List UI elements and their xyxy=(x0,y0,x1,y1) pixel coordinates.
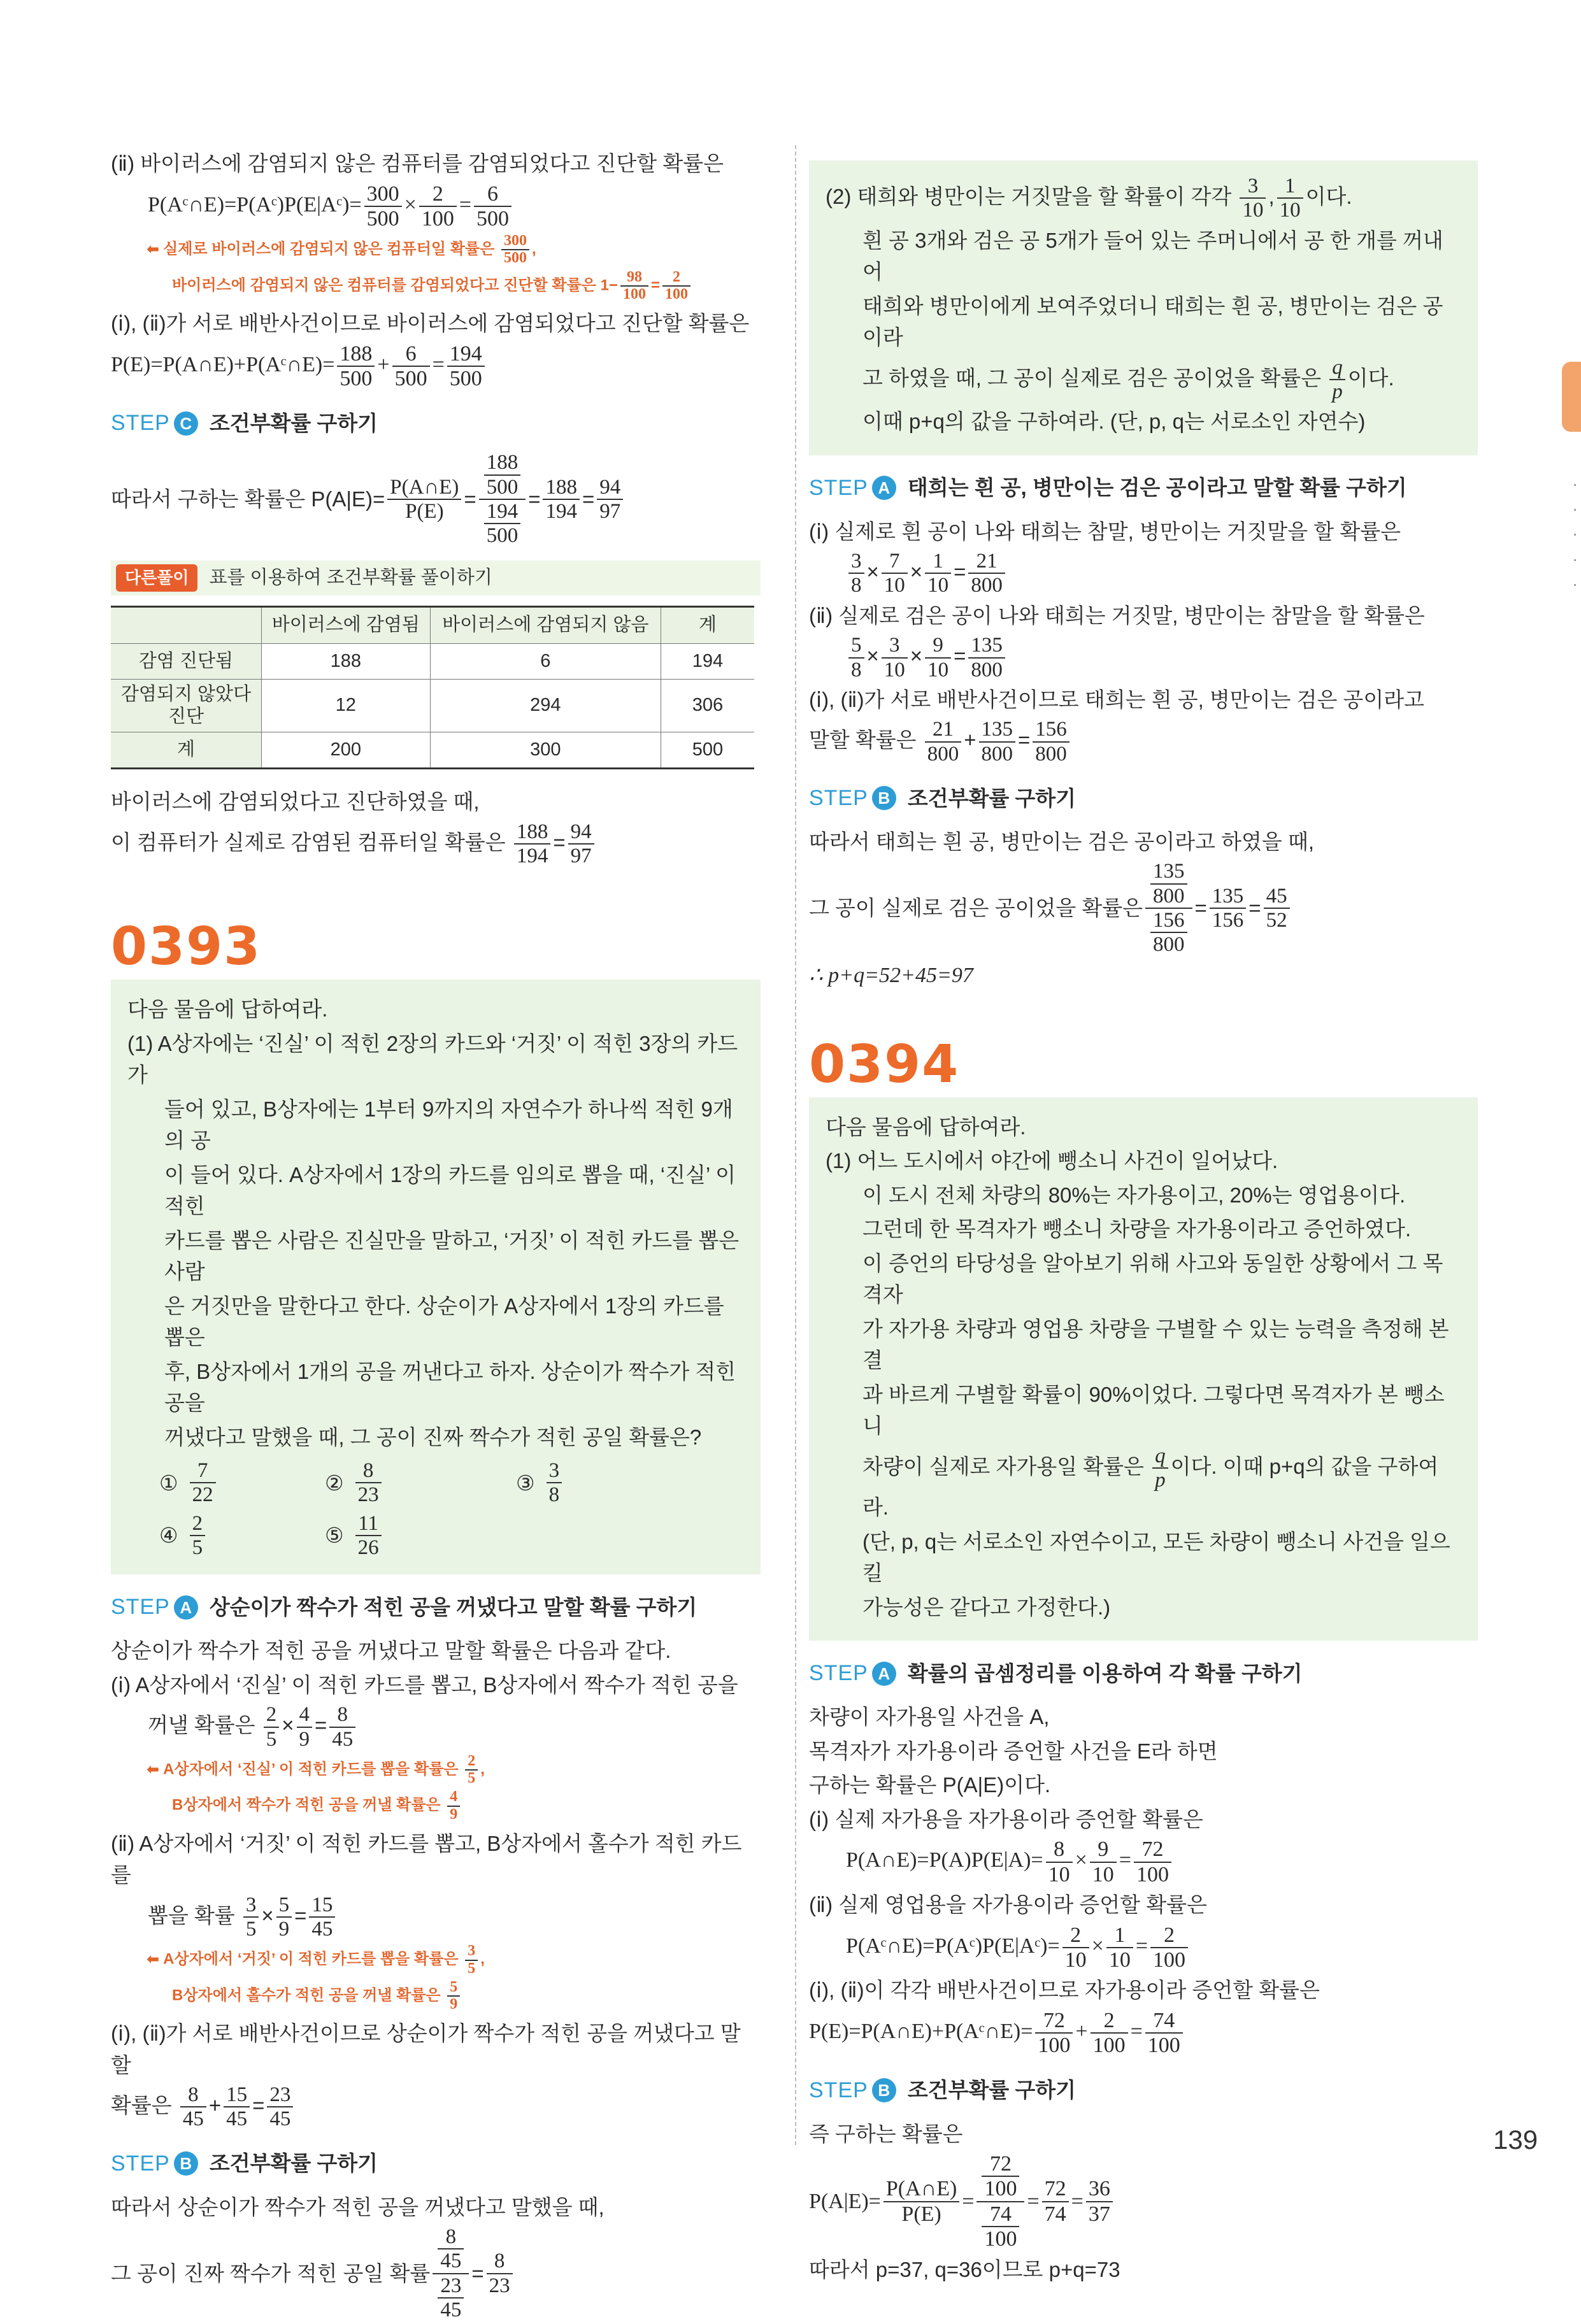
problem-0393-box xyxy=(111,980,761,1574)
choice-4[interactable]: ④ $\frac{2}{5}$ xyxy=(159,1512,325,1560)
result-line: 따라서 p=37, q=36이므로 p+q=73 xyxy=(809,2257,1120,2281)
solution-line: 구하는 확률은 P(A|E)이다. xyxy=(809,1773,1051,1797)
table-row: 감염 진단됨 188 6 194 xyxy=(111,643,754,680)
arrow-left-icon: ⬅ xyxy=(147,1760,160,1778)
problem-number-0393: 0393 xyxy=(111,916,262,978)
question-line: 그런데 한 목격자가 뺑소니 차량을 자가용이라고 증언하였다. xyxy=(862,1217,1412,1241)
pe-equation: P(E)=P(A∩E)+P(Aᶜ∩E)= $\frac{188}{500}$ + $\frac{6}{500}$ = $\frac{194}{500}$ xyxy=(111,342,761,391)
complex-fraction: $\frac{\frac{188}{500}}{\frac{194}{500}}$ xyxy=(479,451,526,547)
solution-equation: 말할 확률은 $\frac{21}{800}$ + $\frac{135}{800}$ = $\frac{156}{800}$ xyxy=(809,718,1478,766)
contingency-table xyxy=(111,606,754,769)
annotation-note: ⬅ A상자에서 ‘진실’ 이 적힌 카드를 뽑을 확률은 $\frac{2}{5}$ , xyxy=(147,1752,485,1787)
alternative-title: 표를 이용하여 조건부확률 풀이하기 xyxy=(209,567,492,588)
annotation-note: ⬅ 실제로 바이러스에 감염되지 않은 컴퓨터일 확률은 $\frac{300}{500}$ , xyxy=(147,232,536,267)
fraction: $\frac{6}{500}$ xyxy=(474,182,512,231)
annotation-note: B상자에서 홀수가 적힌 공을 꺼낼 확률은 $\frac{5}{9}$ xyxy=(172,1979,761,2013)
question-line: 가 자가용 차량과 영업용 차량을 구별할 수 있는 능력을 측정해 본 결 xyxy=(862,1316,1449,1372)
alternative-badge: 다른풀이 xyxy=(116,564,197,592)
solution-line: 따라서 상순이가 짝수가 적힌 공을 꺼냈다고 말했을 때, xyxy=(111,2195,604,2219)
question-line: 가능성은 같다고 가정한다.) xyxy=(862,1595,1111,1619)
solution-equation: 확률은 $\frac{8}{45}$ + $\frac{15}{45}$ = $\frac{23}{45}$ xyxy=(111,2083,761,2131)
chapter-tab-marks: · · · · · xyxy=(1572,474,1578,594)
table-row: 계 200 300 500 xyxy=(111,732,754,769)
solution-equation: $\frac{3}{8}$ × $\frac{7}{10}$ × $\frac{1}{10}$ = $\frac{21}{800}$ xyxy=(809,550,1478,597)
alternative-solution-bar xyxy=(111,560,761,596)
solution-equation: 꺼낼 확률은 $\frac{2}{5}$ × $\frac{4}{9}$ = $\frac{8}{45}$ xyxy=(111,1703,761,1751)
annotation-note: B상자에서 짝수가 적힌 공을 꺼낼 확률은 $\frac{4}{9}$ xyxy=(172,1789,761,1822)
table-header-row: 바이러스에 감염됨 바이러스에 감염되지 않음 계 xyxy=(111,607,754,644)
alt-conclusion-1: 바이러스에 감염되었다고 진단하였을 때, xyxy=(111,790,480,814)
solution-line: (ⅰ) A상자에서 ‘진실’ 이 적힌 카드를 뽑고, B상자에서 짝수가 적힌 공을 xyxy=(111,1672,738,1697)
question-line: 이 도시 전체 차량의 80%는 자가용이고, 20%는 영업용이다. xyxy=(862,1183,1406,1207)
case-ii-equation: P(Aᶜ∩E)=P(Aᶜ)P(E|Aᶜ)= $\frac{300}{500}$ × $\frac{2}{100}$ = $\frac{6}{500}$ xyxy=(111,182,761,231)
question-line: (2) 태희와 병만이는 거짓말을 할 확률이 각각 $\frac{3}{10}$ , $\frac{1}{10}$ 이다. xyxy=(826,175,1352,222)
problem-0394-box xyxy=(809,1097,1478,1641)
question-line: (1) A상자에는 ‘진실’ 이 적힌 2장의 카드와 ‘거짓’ 이 적힌 3장의 카드가 xyxy=(127,1031,738,1087)
solution-line: (ⅰ) 실제로 흰 공이 나와 태희는 참말, 병만이는 거짓말을 할 확률은 xyxy=(809,519,1401,543)
question-line: (1) 어느 도시에서 야간에 뺑소니 사건이 일어났다. xyxy=(826,1149,1278,1173)
solution-equation: P(A∩E)=P(A)P(E|A)= $\frac{8}{10}$ × $\frac{9}{10}$ = $\frac{72}{100}$ xyxy=(809,1837,1478,1886)
exclusive-events-text: (ⅰ), (ⅱ)가 서로 배반사건이므로 바이러스에 감염되었다고 진단할 확률은 xyxy=(111,311,750,336)
left-column xyxy=(111,145,761,2324)
solution-line: (ⅱ) A상자에서 ‘거짓’ 이 적힌 카드를 뽑고, B상자에서 홀수가 적힌 카드를 xyxy=(111,1831,742,1887)
solution-equation: P(A|E)= $\frac{P(A\cap E)}{P(E)}$ = $\frac{\frac{72}{100}}{\frac{74}{100}}$ = $\frac{72}{74}$ = $\frac{36}{37}$ xyxy=(809,2152,1478,2251)
annotation-note: ⬅ A상자에서 ‘거짓’ 이 적힌 카드를 뽑을 확률은 $\frac{3}{5}$ , xyxy=(147,1943,485,1977)
solution-equation: 그 공이 진짜 짝수가 적힌 공일 확률 $\frac{\frac{8}{45}}{\frac{23}{45}}$ = $\frac{8}{23}$ xyxy=(111,2225,761,2321)
solution-line: (ⅱ) 실제 영업용을 자가용이라 증언할 확률은 xyxy=(809,1893,1207,1917)
solution-line: (ⅰ), (ⅱ)가 서로 배반사건이므로 상순이가 짝수가 적힌 공을 꺼냈다고 말할 xyxy=(111,2021,741,2077)
fraction: $\frac{300}{500}$ xyxy=(364,182,402,231)
fraction: $\frac{2}{100}$ xyxy=(419,182,457,231)
question-line: 흰 공 3개와 검은 공 5개가 들어 있는 주머니에서 공 한 개를 꺼내어 xyxy=(862,228,1443,284)
equation-lhs: P(Aᶜ∩E)=P(Aᶜ)P(E|Aᶜ)= xyxy=(148,192,362,217)
choice-1[interactable]: ① $\frac{7}{22}$ xyxy=(159,1459,325,1507)
question-line: 은 거짓만을 말한다고 한다. 상순이가 A상자에서 1장의 카드를 뽑은 xyxy=(164,1294,724,1350)
step-c-equation: 따라서 구하는 확률은 P(A|E)= $\frac{P(A\cap E)}{P(E)}$ = $\frac{\frac{188}{500}}{\frac{194}{500}}$ = $\frac{188}{194}$ = $\frac{94}{97}$ xyxy=(111,451,761,547)
question-line: 과 바르게 구별할 확률이 90%이었다. 그렇다면 목격자가 본 뺑소니 xyxy=(862,1382,1445,1438)
choice-5[interactable]: ⑤ $\frac{11}{26}$ xyxy=(325,1512,516,1560)
answer-choices xyxy=(159,1459,744,1559)
solution-line: 상순이가 짝수가 적힌 공을 꺼냈다고 말할 확률은 다음과 같다. xyxy=(111,1639,671,1663)
step-c-heading: STEP C 조건부확률 구하기 xyxy=(111,411,378,436)
problem-intro: 다음 물음에 답하여라. xyxy=(127,997,328,1022)
annotation-note: 바이러스에 감염되지 않은 컴퓨터를 감염되었다고 진단할 확률은 1− $\frac{98}{100}$ = $\frac{2}{100}$ xyxy=(172,269,761,303)
question-line: 태희와 병만이에게 보여주었더니 태희는 흰 공, 병만이는 검은 공이라 xyxy=(862,294,1443,350)
solution-line: 따라서 태희는 흰 공, 병만이는 검은 공이라고 하였을 때, xyxy=(809,829,1315,853)
question-line: 이 증언의 타당성을 알아보기 위해 사고와 동일한 상황에서 그 목격자 xyxy=(862,1251,1443,1307)
alt-conclusion-2: 이 컴퓨터가 실제로 감염된 컴퓨터일 확률은 $\frac{188}{194}$ = $\frac{94}{97}$ xyxy=(111,820,761,868)
solution-line: (ⅰ), (ⅱ)이 각각 배반사건이므로 자가용이라 증언할 확률은 xyxy=(809,1978,1320,2002)
right-column xyxy=(809,145,1478,2288)
arrow-left-icon: ⬅ xyxy=(147,1950,160,1968)
question-line: 꺼냈다고 말했을 때, 그 공이 진짜 짝수가 적힌 공일 확률은? xyxy=(164,1425,702,1449)
step-b-heading: STEP B 조건부확률 구하기 xyxy=(809,2078,1077,2102)
solution-line: 즉 구하는 확률은 xyxy=(809,2121,963,2146)
solution-equation: 뽑을 확률 $\frac{3}{5}$ × $\frac{5}{9}$ = $\frac{15}{45}$ xyxy=(111,1893,761,1941)
column-divider xyxy=(795,145,796,2145)
chapter-tab xyxy=(1562,362,1581,432)
step-a-heading: STEP A 태희는 흰 공, 병만이는 검은 공이라고 말할 확률 구하기 xyxy=(809,475,1407,500)
problem-intro: 다음 물음에 답하여라. xyxy=(826,1115,1026,1139)
solution-line: (ⅱ) 실제로 검은 공이 나와 태희는 거짓말, 병만이는 참말을 할 확률은 xyxy=(809,603,1425,627)
step-a-heading: STEP A 확률의 곱셈정리를 이용하여 각 확률 구하기 xyxy=(809,1661,1303,1686)
solution-line: 차량이 자가용일 사건을 A, xyxy=(809,1705,1050,1729)
step-b-heading: STEP B 조건부확률 구하기 xyxy=(809,785,1077,810)
solution-line: 목격자가 자가용이라 증언할 사건을 E라 하면 xyxy=(809,1739,1218,1763)
solution-equation: $\frac{5}{8}$ × $\frac{3}{10}$ × $\frac{9}{10}$ = $\frac{135}{800}$ xyxy=(809,634,1478,681)
choice-3[interactable]: ③ $\frac{3}{8}$ xyxy=(516,1459,682,1507)
result-line: ∴ p+q=52+45=97 xyxy=(809,963,973,987)
case-ii-intro: (ⅱ) 바이러스에 감염되지 않은 컴퓨터를 감염되었다고 진단할 확률은 xyxy=(111,152,724,175)
question-line: 들어 있고, B상자에는 1부터 9까지의 자연수가 하나씩 적힌 9개의 공 xyxy=(164,1097,733,1153)
solution-equation: 그 공이 실제로 검은 공이었을 확률은 $\frac{\frac{135}{800}}{\frac{156}{800}}$ = $\frac{135}{156}$ = $\frac{45}{52}$ xyxy=(809,860,1478,956)
table-row: 감염되지 않았다 진단 12 294 306 xyxy=(111,680,754,732)
solution-line: (ⅰ) 실제 자가용을 자가용이라 증언할 확률은 xyxy=(809,1807,1203,1831)
arrow-left-icon: ⬅ xyxy=(147,240,160,258)
question-line: 차량이 실제로 자가용일 확률은 $\frac{q}{p}$ 이다. 이때 p+q의 값을 구하여라. xyxy=(862,1444,1439,1520)
solution-equation: P(E)=P(A∩E)+P(Aᶜ∩E)= $\frac{72}{100}$ + $\frac{2}{100}$ = $\frac{74}{100}$ xyxy=(809,2009,1478,2058)
question-2-box xyxy=(809,160,1478,455)
page-number: 139 xyxy=(1493,2125,1538,2155)
question-line: (단, p, q는 서로소인 자연수이고, 모든 차량이 뺑소니 사건을 일으킬 xyxy=(862,1529,1450,1585)
step-a-heading: STEP A 상순이가 짝수가 적힌 공을 꺼냈다고 말할 확률 구하기 xyxy=(111,1595,698,1620)
problem-number-0394: 0394 xyxy=(809,1034,960,1095)
question-line: 고 하였을 때, 그 공이 실제로 검은 공이었을 확률은 $\frac{q}{p}$ 이다. xyxy=(862,355,1394,403)
solution-line: (ⅰ), (ⅱ)가 서로 배반사건이므로 태희는 흰 공, 병만이는 검은 공이라고 xyxy=(809,687,1425,711)
solution-equation: P(Aᶜ∩E)=P(Aᶜ)P(E|Aᶜ)= $\frac{2}{10}$ × $\frac{1}{10}$ = $\frac{2}{100}$ xyxy=(809,1923,1478,1972)
step-b-heading: STEP B 조건부확률 구하기 xyxy=(111,2151,378,2176)
question-line: 이때 p+q의 값을 구하여라. (단, p, q는 서로소인 자연수) xyxy=(862,410,1366,434)
choice-2[interactable]: ② $\frac{8}{23}$ xyxy=(325,1459,516,1507)
question-line: 이 들어 있다. A상자에서 1장의 카드를 임의로 뽑을 때, ‘진실’ 이 적힌 xyxy=(164,1162,736,1218)
question-line: 카드를 뽑은 사람은 진실만을 말하고, ‘거짓’ 이 적힌 카드를 뽑은 사람 xyxy=(164,1228,740,1284)
question-line: 후, B상자에서 1개의 공을 꺼낸다고 하자. 상순이가 짝수가 적힌 공을 xyxy=(164,1359,736,1415)
